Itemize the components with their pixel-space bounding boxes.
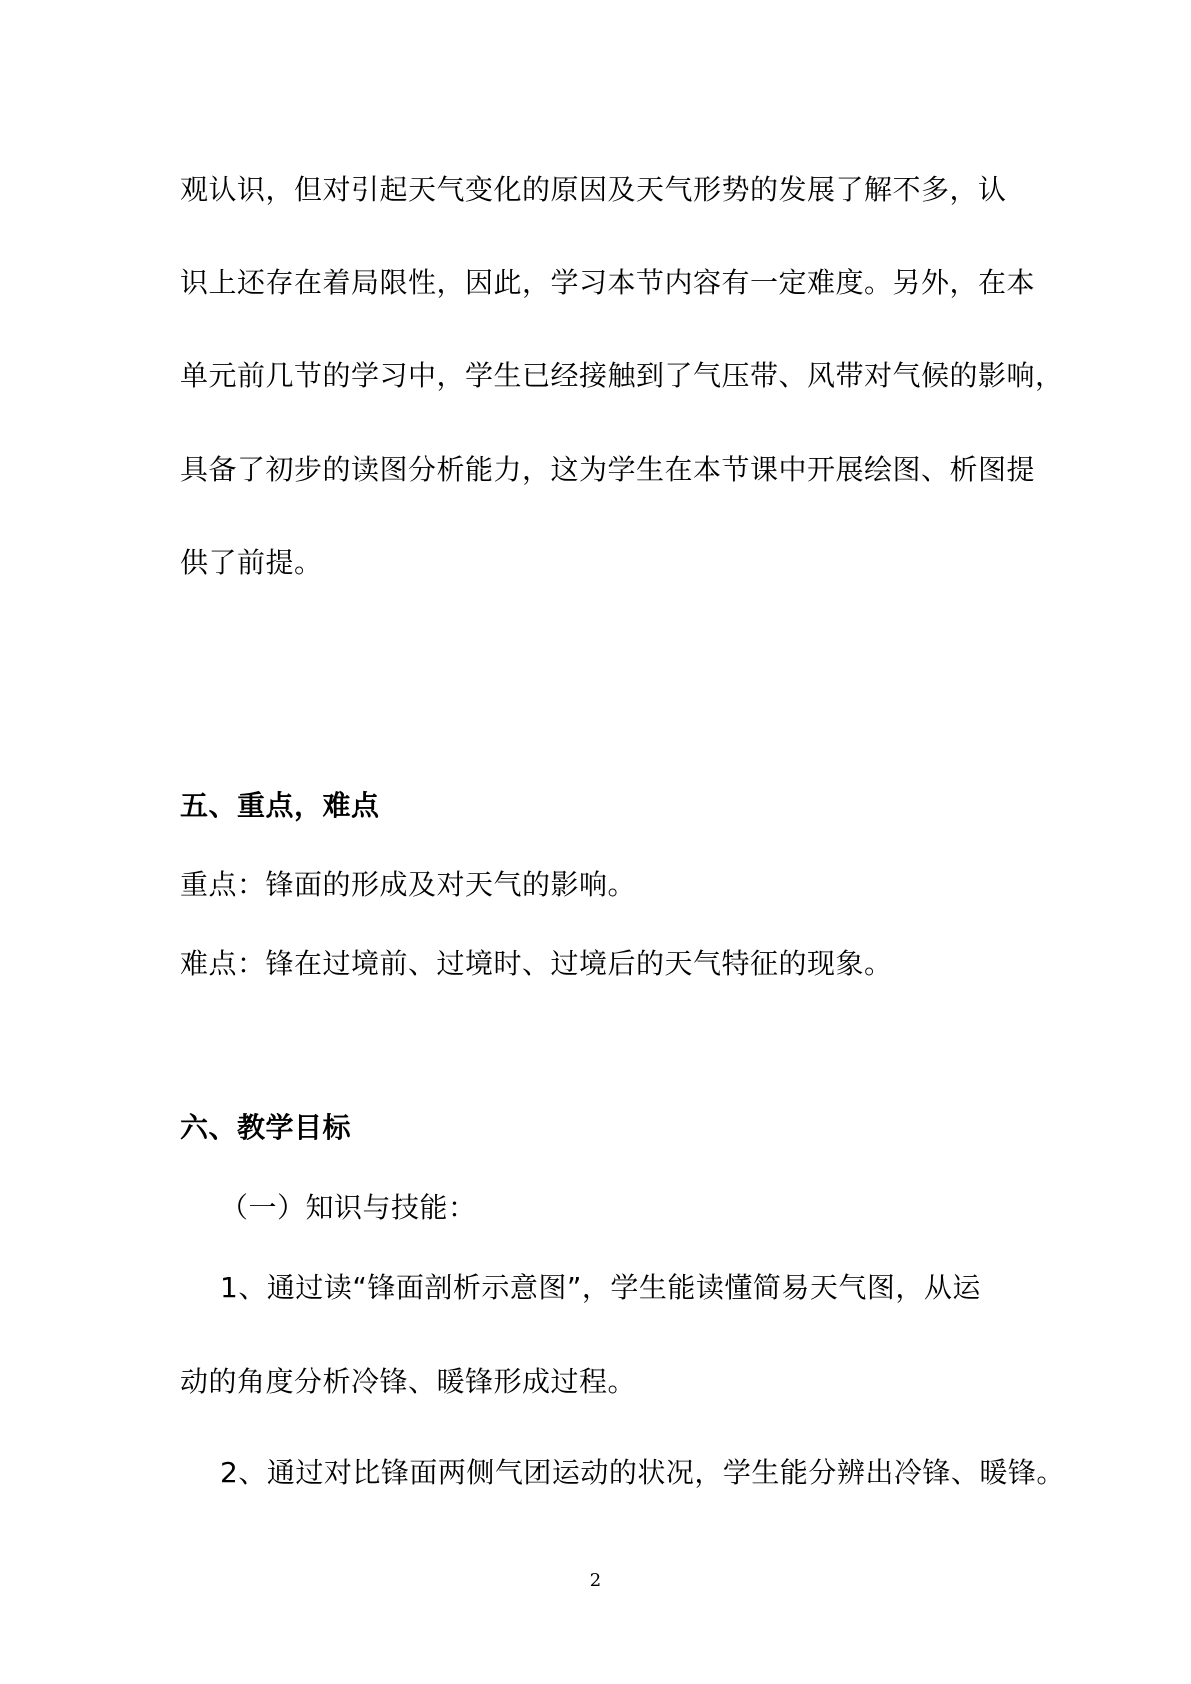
objective-1-line-1: 1、通过读“锋面剖析示意图”，学生能读懂简易天气图，从运: [220, 1271, 981, 1304]
difficult-point: 难点：锋在过境前、过境时、过境后的天气特征的现象。: [180, 947, 893, 980]
key-point: 重点：锋面的形成及对天气的影响。: [180, 868, 637, 901]
subheading-knowledge-skills: （一）知识与技能：: [220, 1191, 477, 1224]
objective-1-line-2: 动的角度分析冷锋、暖锋形成过程。: [180, 1365, 637, 1398]
paragraph-line-2: 识上还存在着局限性，因此，学习本节内容有一定难度。另外，在本: [180, 266, 1036, 299]
paragraph-line-4: 具备了初步的读图分析能力，这为学生在本节课中开展绘图、析图提: [180, 453, 1036, 486]
page-number: 2: [589, 1570, 602, 1591]
section-5-heading: 五、重点，难点: [180, 789, 380, 822]
paragraph-line-5: 供了前提。: [180, 546, 323, 579]
paragraph-line-1: 观认识，但对引起天气变化的原因及天气形势的发展了解不多，认: [180, 173, 1007, 206]
objective-2: 2、通过对比锋面两侧气团运动的状况，学生能分辨出冷锋、暖锋。: [220, 1456, 1065, 1489]
section-6-heading: 六、教学目标: [180, 1111, 352, 1144]
paragraph-line-3: 单元前几节的学习中，学生已经接触到了气压带、风带对气候的影响，: [180, 359, 1064, 392]
